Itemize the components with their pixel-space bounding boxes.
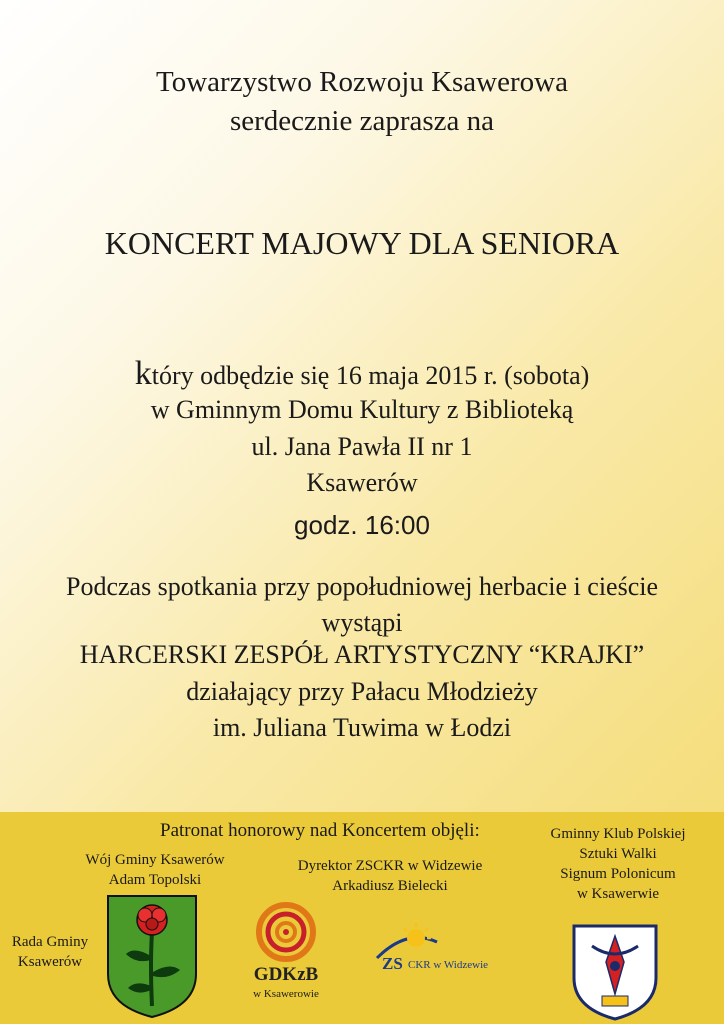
event-date-line xyxy=(0,355,724,393)
patronage-heading: Patronat honorowy nad Koncertem objęli: xyxy=(160,820,480,841)
performer-name: HARCERSKI ZESPÓŁ ARTYSTYCZNY “KRAJKI” xyxy=(79,640,645,669)
patron-council-line-2: Ksawerów xyxy=(17,954,83,970)
gdk-logo-subtext: w Ksawerowie xyxy=(253,988,319,1000)
decorative-first-letter: k xyxy=(134,355,152,392)
event-date-text: tóry odbędzie się 16 maja 2015 r. (sobota) xyxy=(151,361,590,390)
town-line: Ksawerów xyxy=(306,468,418,497)
gdk-logo-text: GDKzB xyxy=(253,964,319,985)
patron-club-line-3: Signum Polonicum xyxy=(560,866,676,882)
venue-line: w Gminnym Domu Kultury z Biblioteką xyxy=(150,395,574,424)
patron-club xyxy=(528,824,708,904)
patron-council-line-1: Rada Gminy xyxy=(11,934,89,950)
zsckr-logo-text: ZS xyxy=(382,954,403,973)
rose-coat-of-arms-icon xyxy=(106,894,198,1019)
patron-council xyxy=(2,932,98,972)
event-time: godz. 16:00 xyxy=(294,510,430,540)
performance-line-5: im. Juliana Tuwima w Łodzi xyxy=(212,713,512,742)
patron-mayor-name: Adam Topolski xyxy=(108,872,202,888)
address-line: ul. Jana Pawła II nr 1 xyxy=(251,432,473,461)
performance-line-1: Podczas spotkania przy popołudniowej herbacie i cieście xyxy=(65,572,659,601)
patron-director-name: Arkadiusz Bielecki xyxy=(332,878,448,894)
patron-club-line-2: Sztuki Walki xyxy=(579,846,657,862)
gdk-spiral-logo-icon xyxy=(246,902,326,962)
patron-director-title: Dyrektor ZSCKR w Widzewie xyxy=(297,858,483,874)
patron-club-line-1: Gminny Klub Polskiej xyxy=(550,826,686,842)
patronage-footer xyxy=(0,812,724,1024)
patron-director xyxy=(265,856,515,896)
signum-polonicum-shield-icon xyxy=(570,922,660,1022)
patron-club-line-4: w Ksawerwie xyxy=(576,886,660,902)
invitation-line: serdecznie zaprasza na xyxy=(229,105,495,137)
patron-mayor xyxy=(50,850,260,890)
performance-line-4: działający przy Pałacu Młodzieży xyxy=(186,677,538,706)
event-title: KONCERT MAJOWY DLA SENIORA xyxy=(104,225,620,261)
patron-mayor-title: Wój Gminy Ksawerów xyxy=(85,852,225,868)
zsckr-logo-subtext: CKR w Widzewie xyxy=(408,959,489,971)
performance-line-2: wystąpi xyxy=(321,608,403,637)
organizer-line: Towarzystwo Rozwoju Ksawerowa xyxy=(156,66,568,98)
